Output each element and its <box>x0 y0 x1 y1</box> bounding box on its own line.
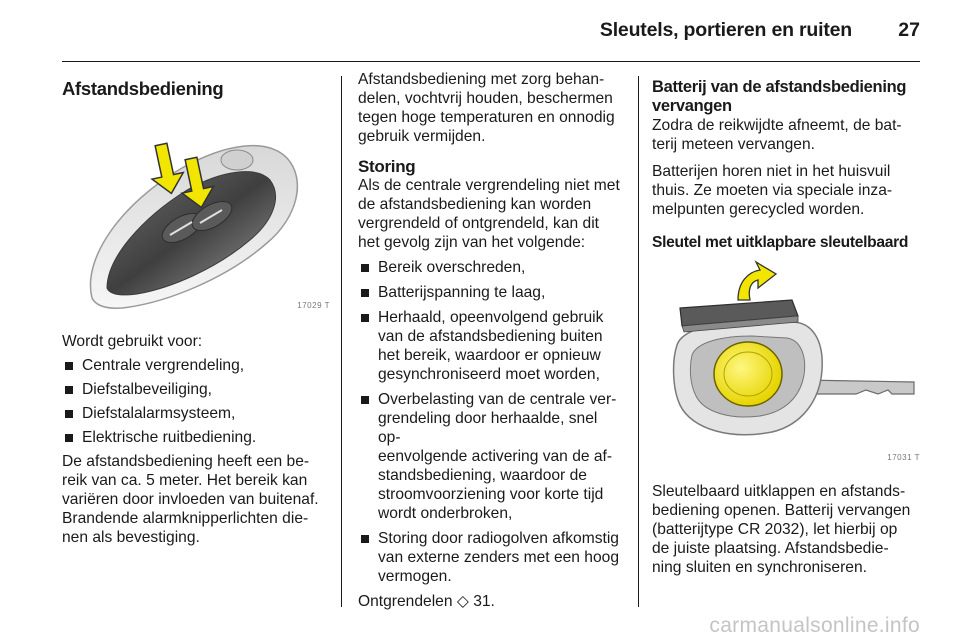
text-line: De afstandsbediening heeft een be- <box>62 453 310 470</box>
fault-title: Storing <box>358 157 416 176</box>
battery-replacement-illustration <box>652 260 922 470</box>
text-line: Als de centrale vergrendeling niet met <box>358 177 620 194</box>
text-line: bediening openen. Batterij vervangen <box>652 502 911 519</box>
page-reference-icon: ◇ <box>456 592 469 610</box>
text-line: van de afstandsbediening buiten <box>378 328 603 345</box>
text-line: Batterijspanning te laag, <box>378 284 546 301</box>
list-item: Diefstalalarmsysteem, <box>62 404 332 423</box>
text-line: thuis. Ze moeten via speciale inza- <box>652 182 893 199</box>
figure-code: 17029 T <box>297 301 330 310</box>
text-line: nen als bevestiging. <box>62 529 200 546</box>
text-line: Brandende alarmknipperlichten die- <box>62 510 309 527</box>
column-divider <box>638 76 639 607</box>
text-line: de afstandsbediening kan worden <box>358 196 592 213</box>
column-2 <box>358 70 624 611</box>
text-line: tegen hoge temperaturen en onnodig <box>358 109 615 126</box>
used-for-label: Wordt gebruikt voor: <box>62 333 203 350</box>
fault-intro <box>358 176 624 252</box>
remote-key-illustration <box>62 108 332 318</box>
page-number: 27 <box>898 19 920 41</box>
text-line: Zodra de reikwijdte afneemt, de bat- <box>652 117 902 134</box>
section-title-remote: Afstandsbediening <box>62 78 224 99</box>
battery-title <box>652 78 924 116</box>
text-line: Sleutelbaard uitklappen en afstands- <box>652 483 906 500</box>
list-item <box>358 283 624 302</box>
text-line: ning sluiten en synchroniseren. <box>652 559 867 576</box>
battery-replacement-figure <box>652 260 922 470</box>
text-line: Batterijen horen niet in het huisvuil <box>652 163 891 180</box>
key-paragraph <box>652 482 924 577</box>
text-line: vergrendeld of ontgrendeld, kan dit <box>358 215 600 232</box>
watermark: carmanualsonline.info <box>709 614 920 637</box>
key-title: Sleutel met uitklapbare sleutelbaard <box>652 234 909 251</box>
text-line: (batterijtype CR 2032), let hierbij op <box>652 521 898 538</box>
text-line: melpunten gerecycled worden. <box>652 201 865 218</box>
figure-code: 17031 T <box>887 453 920 462</box>
page-title: Sleutels, portieren en ruiten <box>599 19 852 41</box>
battery-paragraph-1 <box>652 116 924 154</box>
page-header <box>62 0 920 62</box>
text-line: stroomvoorziening voor korte tijd <box>378 486 604 503</box>
text-line: Herhaald, opeenvolgend gebruik <box>378 309 604 326</box>
text-line: grendeling door herhaalde, snel op- <box>378 410 598 446</box>
text-line: eenvolgende activering van de af- <box>378 448 613 465</box>
unlock-reference[interactable] <box>358 592 624 611</box>
text-line: delen, vochtvrij houden, beschermen <box>358 90 613 107</box>
list-item <box>358 258 624 277</box>
remote-key-figure <box>62 108 332 318</box>
list-item <box>358 529 624 586</box>
unlock-text: Ontgrendelen <box>358 593 453 610</box>
list-item: Centrale vergrendeling, <box>62 356 332 375</box>
column-divider <box>341 76 342 607</box>
column-1 <box>62 70 332 547</box>
text-line: Bereik overschreden, <box>378 259 526 276</box>
care-paragraph <box>358 70 624 146</box>
text-line: variëren door invloeden van buitenaf. <box>62 491 319 508</box>
unlock-page-number: 31. <box>473 593 495 610</box>
uses-list <box>62 356 332 447</box>
text-line: van externe zenders met een hoog <box>378 549 619 566</box>
text-line: Batterij van de afstandsbediening <box>652 78 907 96</box>
text-line: vermogen. <box>378 568 452 585</box>
text-line: gesynchroniseerd moet worden, <box>378 366 600 383</box>
range-paragraph <box>62 452 332 547</box>
column-3 <box>652 70 924 577</box>
text-line: de juiste plaatsing. Afstandsbedie- <box>652 540 889 557</box>
text-line: vervangen <box>652 97 732 115</box>
text-line: Afstandsbediening met zorg behan- <box>358 71 605 88</box>
battery-paragraph-2 <box>652 162 924 219</box>
list-item: Diefstalbeveiliging, <box>62 380 332 399</box>
text-line: het gevolg zijn van het volgende: <box>358 234 586 251</box>
text-line: standsbediening, waardoor de <box>378 467 587 484</box>
causes-list <box>358 258 624 586</box>
text-line: gebruik vermijden. <box>358 128 486 145</box>
text-line: terij meteen vervangen. <box>652 136 815 153</box>
list-item <box>358 308 624 384</box>
text-line: wordt onderbroken, <box>378 505 513 522</box>
list-item: Elektrische ruitbediening. <box>62 428 332 447</box>
text-line: reik van ca. 5 meter. Het bereik kan <box>62 472 308 489</box>
text-line: het bereik, waardoor er opnieuw <box>378 347 601 364</box>
text-line: Overbelasting van de centrale ver- <box>378 391 617 408</box>
list-item <box>358 390 624 523</box>
text-line: Storing door radiogolven afkomstig <box>378 530 619 547</box>
